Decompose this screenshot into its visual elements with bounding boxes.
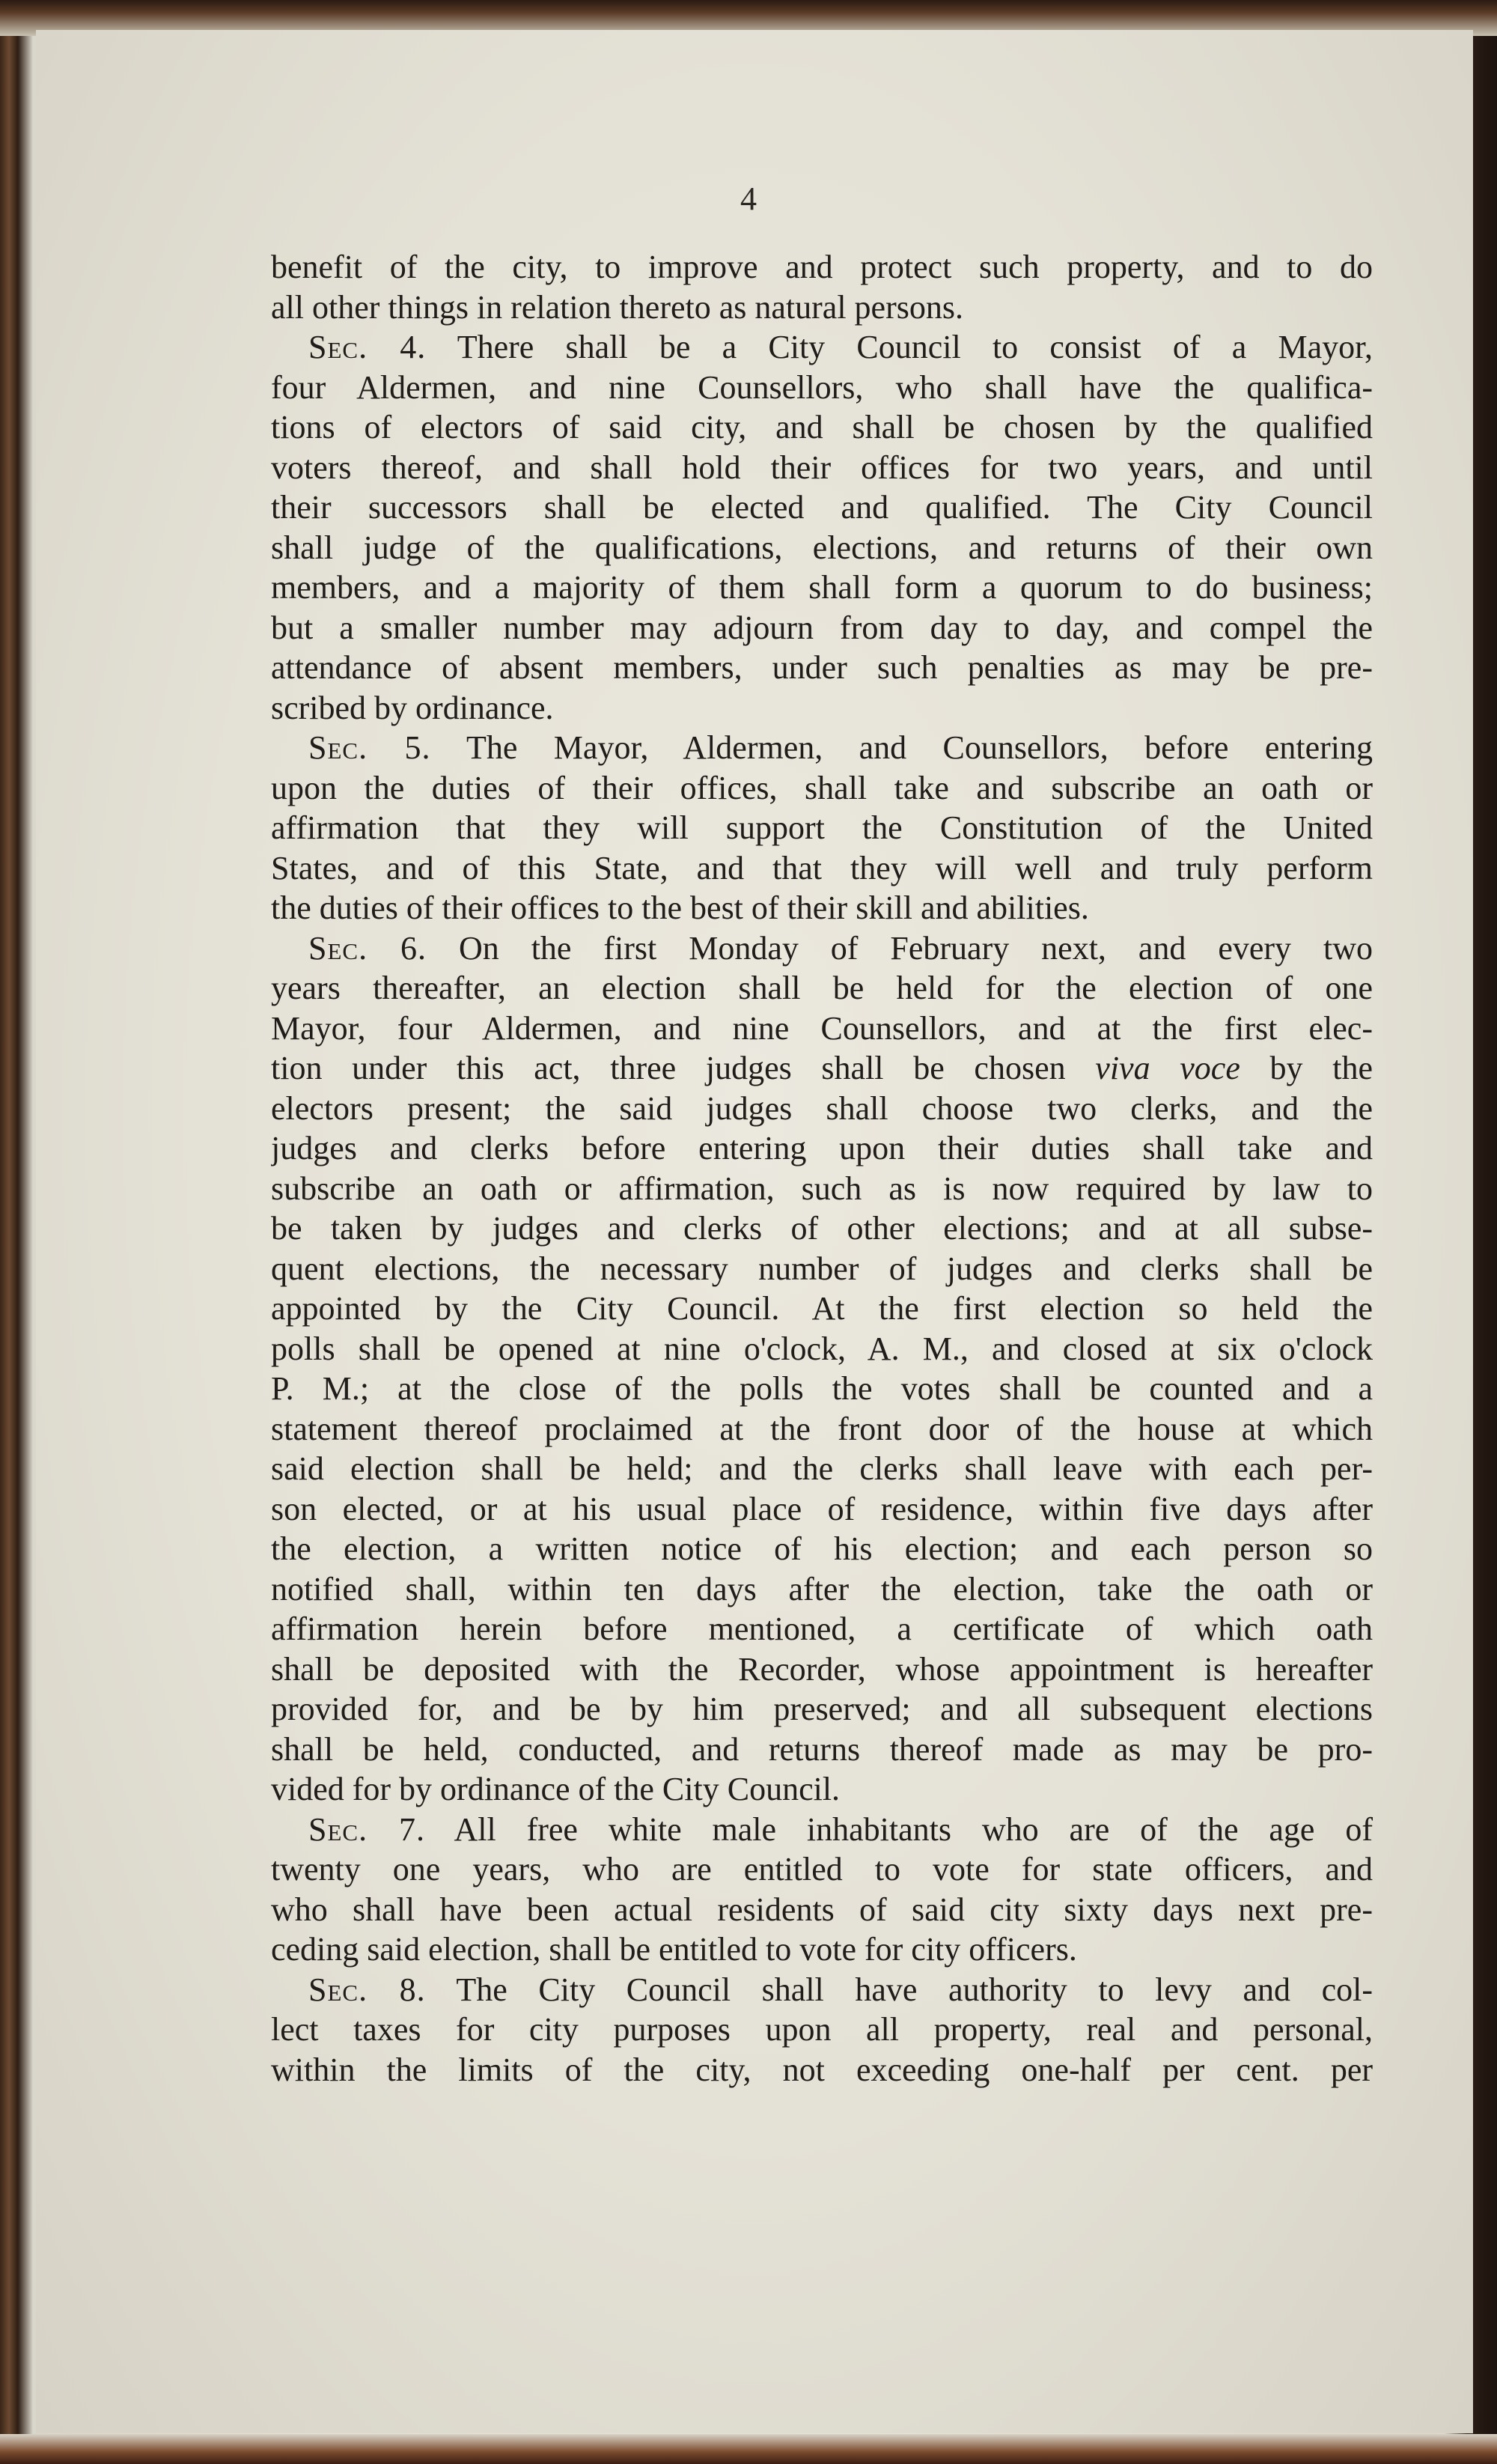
text-run: vided for by ordinance of the City Council. [271,1771,841,1807]
text-run: but a smaller number may adjourn from day to day, and compel the [271,609,1373,646]
text-line [271,568,1373,608]
text-run: States, and of this State, and that they will well and truly perform [271,849,1373,886]
text-run: affirmation herein before mentioned, a certificate of which oath [271,1610,1373,1647]
text-line [271,1849,1373,1890]
text-line [271,487,1373,528]
text-run: provided for, and be by him preserved; and all subsequent elections [271,1691,1373,1727]
text-line [271,1649,1373,1690]
text-line [271,1128,1373,1169]
text-run: The City Council shall have authority to levy and col- [425,1971,1373,2008]
text-line [271,1208,1373,1249]
text-run: appointed by the City Council. At the first election so held the [271,1290,1373,1327]
text-line [271,848,1373,889]
text-line [271,1409,1373,1449]
text-run: members, and a majority of them shall form a quorum to do business; [271,569,1373,606]
section-label: Sec. 4. [308,329,427,365]
text-line [271,1369,1373,1409]
text-run: son elected, or at his usual place of residence, within five days after [271,1490,1373,1527]
text-run: who shall have been actual residents of said city sixty days next pre- [271,1890,1373,1928]
text-line [271,1009,1373,1049]
section-label: Sec. 8. [308,1971,426,2008]
text-run: upon the duties of their offices, shall take and subscribe an oath or [271,769,1373,806]
text-run: voters thereof, and shall hold their offices for two years, and until [271,448,1373,486]
text-run: the duties of their offices to the best of their skill and abilities. [271,889,1089,926]
italic-phrase: viva voce [1095,1050,1240,1086]
text-run: tion under this act, three judges shall be chosen [271,1050,1096,1086]
text-run: Mayor, four Aldermen, and nine Counsellors, and at the first elec- [271,1009,1373,1047]
text-line [271,928,1373,969]
text-line [271,1249,1373,1289]
text-run: All free white male inhabitants who are of the age of [424,1810,1373,1848]
text-line [271,1609,1373,1649]
text-line [271,1810,1373,1850]
text-line [271,1329,1373,1369]
text-run: within the limits of the city, not exceeding one-half per cent. per [271,2051,1373,2088]
text-line [271,1730,1373,1770]
text-run: twenty one years, who are entitled to vote for state officers, and [271,1851,1373,1887]
binding-bottom-edge [0,2434,1497,2464]
text-run: be taken by judges and clerks of other elections; and at all subse- [271,1210,1373,1247]
text-run: The Mayor, Aldermen, and Counsellors, before entering [430,729,1373,766]
text-line [271,1529,1373,1569]
text-run: judges and clerks before entering upon their duties shall take and [271,1130,1373,1166]
text-run: by the [1240,1050,1373,1086]
text-line [271,1289,1373,1329]
text-line [271,407,1373,448]
text-line [271,1769,1373,1810]
text-line [271,808,1373,848]
text-line [271,288,1373,328]
text-line [271,368,1373,408]
text-run: affirmation that they will support the Constitution of the United [271,809,1373,846]
text-line [271,528,1373,568]
text-line [271,1569,1373,1610]
text-run: notified shall, within ten days after the election, take the oath or [271,1570,1373,1607]
text-line [271,448,1373,488]
section-label: Sec. 5. [308,729,431,766]
text-line [271,2050,1373,2090]
text-line [271,327,1373,368]
text-line [271,608,1373,648]
text-line [271,648,1373,688]
text-line [271,728,1373,768]
text-run: said election shall be held; and the clerks shall leave with each per- [271,1450,1373,1487]
text-line [271,1089,1373,1129]
text-run: polls shall be opened at nine o'clock, A. M., and closed at six o'clock [271,1330,1373,1367]
text-run: all other things in relation thereto as natural persons. [271,288,963,326]
text-run: ceding said election, shall be entitled to vote for city officers. [271,1931,1077,1968]
text-run: quent elections, the necessary number of judges and clerks shall be [271,1250,1373,1287]
text-run: electors present; the said judges shall choose two clerks, and the [271,1089,1373,1127]
text-run: their successors shall be elected and qualified. The City Council [271,489,1373,526]
text-line [271,1048,1373,1089]
page-number: 4 [740,180,757,217]
text-run: statement thereof proclaimed at the front door of the house at which [271,1410,1373,1447]
text-run: four Aldermen, and nine Counsellors, who shall have the qualifica- [271,368,1373,406]
text-run: scribed by ordinance. [271,689,554,726]
text-line [271,1970,1373,2010]
text-run: shall be held, conducted, and returns thereof made as may be pro- [271,1730,1373,1768]
text-line [271,768,1373,809]
text-line [271,1890,1373,1930]
text-line [271,1489,1373,1530]
text-line [271,688,1373,728]
text-run: benefit of the city, to improve and protect such property, and to do [271,249,1373,285]
text-run: On the first Monday of February next, and every two [427,929,1373,967]
text-run: lect taxes for city purposes upon all property, real and personal, [271,2011,1373,2048]
text-line [271,1449,1373,1489]
text-run: P. M.; at the close of the polls the votes shall be counted and a [271,1370,1373,1407]
text-run: attendance of absent members, under such penalties as may be pre- [271,649,1373,686]
text-line [271,1929,1373,1970]
body-text [271,247,1373,2090]
section-label: Sec. 6. [308,929,427,967]
text-run: tions of electors of said city, and shall be chosen by the qualified [271,409,1373,445]
text-line [271,247,1373,288]
text-run: shall be deposited with the Recorder, whose appointment is hereafter [271,1650,1373,1688]
text-run: years thereafter, an election shall be held for the election of one [271,970,1373,1006]
text-run: the election, a written notice of his election; and each person so [271,1530,1373,1567]
text-line [271,968,1373,1009]
text-run: There shall be a City Council to consist of a Mayor, [426,329,1373,365]
text-line [271,1689,1373,1730]
text-run: subscribe an oath or affirmation, such as is now required by law to [271,1169,1373,1207]
text-line [271,888,1373,928]
text-run: shall judge of the qualifications, elections, and returns of their own [271,529,1373,566]
section-label: Sec. 7. [308,1810,425,1848]
text-line [271,1169,1373,1209]
text-line [271,2010,1373,2050]
